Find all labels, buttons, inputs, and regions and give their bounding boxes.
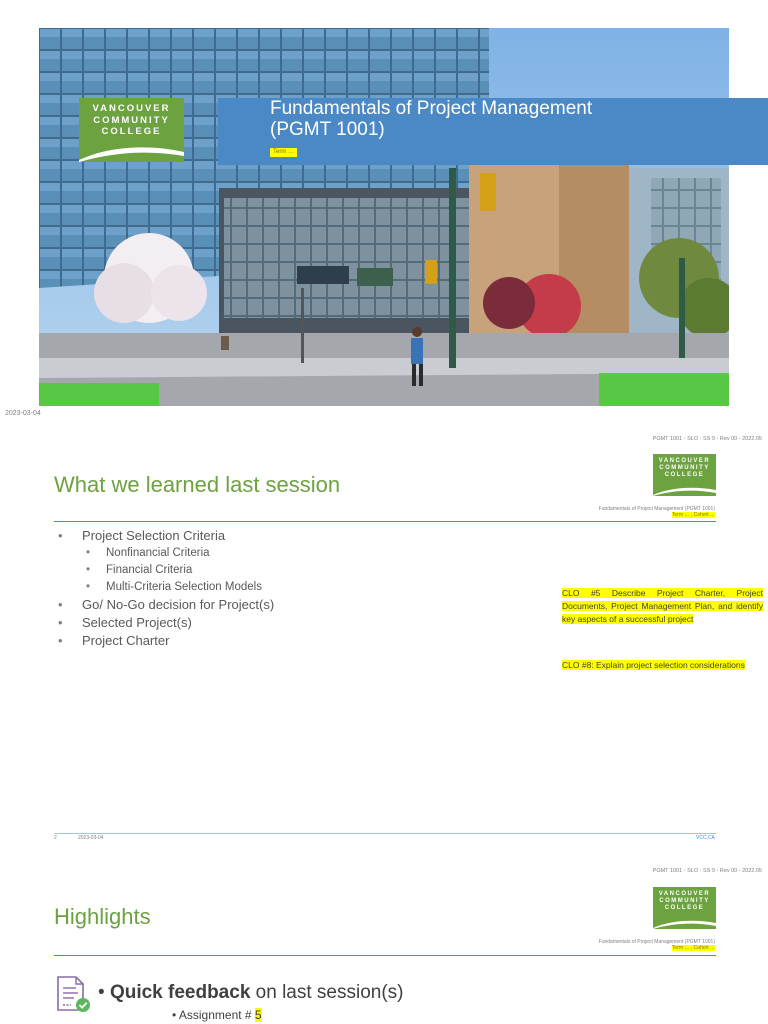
assignment-number: 5 [254,1008,262,1022]
title-divider [54,521,716,522]
course-reference-line-2: Term … , Cohort … [671,945,715,951]
logo-line-3: COLLEGE [664,472,705,478]
course-title-banner [218,98,768,165]
logo-line-2: COMMUNITY [93,114,170,126]
list-item: • Multi-Criteria Selection Models [58,579,274,596]
clo-8-text: CLO #8: Explain project selection considerations [562,660,745,670]
page-number: 2 [54,835,57,841]
title-slide [0,0,768,422]
course-reference [599,939,715,951]
course-reference-line-1: Fundamentals of Project Management (PGMT 1001) [598,506,715,512]
clo-5-note [562,587,763,626]
list-item: • Project Charter [58,632,274,650]
logo-swoosh-icon [653,484,716,496]
logo-line-1: VANCOUVER [92,103,171,114]
feedback-rest-text: on last session(s) [250,982,404,1003]
logo-swoosh-icon [653,917,716,929]
list-item: • Nonfinancial Criteria [58,545,274,562]
highlights-slide [0,862,768,1024]
title-divider [54,955,716,956]
logo-line-2: COMMUNITY [659,465,710,471]
logo-line-1: VANCOUVER [658,458,711,464]
course-reference [599,506,715,518]
course-title-line-2: (PGMT 1001) [270,119,385,140]
photo-illustration [39,28,729,406]
logo-line-1: VANCOUVER [658,891,711,897]
course-title-line-1: Fundamentals of Project Management [270,98,593,119]
document-code: PGMT 1001 - SLO - SS 9 - Rev 00 - 2022.05 [652,436,762,442]
feedback-text: • Quick feedback on last session(s) [98,982,404,1003]
vcc-logo-small [653,887,716,929]
slide-title: What we learned last session [54,472,341,497]
bullet-list [58,527,274,650]
vcc-logo-small [653,454,716,496]
vcc-logo [79,98,184,162]
course-reference-line-1: Fundamentals of Project Management (PGMT 1001) [598,939,715,945]
building-street-photo [39,28,729,406]
term-label: Term … [270,148,297,157]
assignment-item: • Assignment # 5 [172,1008,262,1022]
list-item: • Go/ No-Go decision for Project(s) [58,596,274,614]
document-code: PGMT 1001 - SLO - SS 9 - Rev 00 - 2022.05 [652,868,762,874]
review-slide [0,432,768,852]
clo-5-text: CLO #5 Describe Project Charter, Project Documents, Project Management Plan, and identify key aspects of a successful project [562,588,763,624]
list-item: • Selected Project(s) [58,614,274,632]
footer-divider [54,833,716,834]
logo-swoosh-icon [79,142,184,162]
feedback-bold-text: Quick feedback [109,982,251,1003]
logo-line-3: COLLEGE [101,126,162,137]
clo-8-note [562,659,763,672]
list-item: • Financial Criteria [58,562,274,579]
feedback-document-icon [56,974,92,1014]
footer-site: VCC.CA [696,835,715,841]
logo-line-3: COLLEGE [664,905,705,911]
slide-date: 2023-03-04 [5,410,41,417]
assignment-label: Assignment # [178,1008,255,1022]
footer-date: 2023-03-04 [78,835,104,841]
list-item: • Project Selection Criteria [58,527,274,545]
course-reference-line-2: Term … , Cohort … [671,512,715,518]
logo-line-2: COMMUNITY [659,898,710,904]
slide-title: Highlights [54,904,151,929]
